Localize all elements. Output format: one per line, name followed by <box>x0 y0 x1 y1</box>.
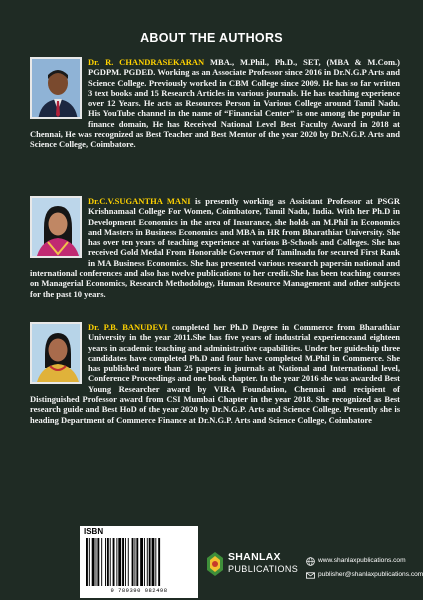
author-photo <box>30 57 82 119</box>
barcode-bar <box>97 538 99 586</box>
website-link[interactable]: www.shanlaxpublications.com <box>318 557 406 564</box>
barcode-bar <box>136 538 138 586</box>
author-photo <box>30 322 82 384</box>
publisher-sub: PUBLICATIONS <box>228 564 299 574</box>
barcode-bar <box>89 538 90 586</box>
isbn-label: ISBN <box>84 527 104 536</box>
barcode-bar <box>147 538 148 586</box>
barcode-bar <box>116 538 117 586</box>
barcode-bar <box>158 538 160 586</box>
barcode-bar <box>101 538 102 586</box>
author-photo <box>30 196 82 258</box>
barcode-bar <box>128 538 129 586</box>
author-card <box>30 322 400 425</box>
website-line <box>306 556 416 568</box>
author-card <box>30 196 400 299</box>
publisher-logo <box>206 550 301 582</box>
isbn-barcode-block <box>80 526 198 598</box>
barcode-bar <box>134 538 135 586</box>
author-bio: Dr. P.B. BANUDEVI completed her Ph.D Degree in Commerce from Bharathiar University in the year 2011.She has five years of industrial experienceand eighteen years in academic teaching and administrative capabilities. Under her guideship three candidates have completed Ph.D and four have completed M.Phil in Commerce. She has published more than 25 papers in journals at National and International level, Conference Proceedings and one book chapter. In the year 2016 she was awarded Best Young Researcher award by VIRA Foundation, Chennai and recipient of Distinguished Professor award from CSI Mumbai Chapter in the year 2018. She recognized as Best research guide and Best HoD of the year 2020 by Dr.N.G.P. Arts and Science College. Presently she is heading Department of Commerce Finance at Dr.N.G.P. Arts and Science College, Coimbatore <box>30 322 400 425</box>
barcode-bar <box>96 538 97 586</box>
author-bio: Dr.C.V.SUGANTHA MANI is presently working as Assistant Professor at PSGR Krishnamaal College For Women, Coimbatore, Tamil Nadu, India. With her Ph.D in Development Economics in the area of Insurance, she holds an M.Phil in Economics and Masters in Business Economics and MBA in HR from Bharathiar University. She has over ten years of teaching experience at various B-Schools and Colleges. She has received Gold Medal From Honorable Governor of Tamilnadu for secured First Rank in MA Business Economics. She has presented various research papersin national and international conferences and also has twelve publications to her credit.She has been teaching courses on Managerial Economics, Research Methodology, Human Resource Management and other subjects for the past 10 years. <box>30 196 401 299</box>
author-name: Dr.C.V.SUGANTHA MANI <box>88 196 191 206</box>
barcode-bar <box>110 538 111 586</box>
barcode-bar <box>105 538 106 586</box>
barcode-bar <box>125 538 126 586</box>
barcode-bar <box>122 538 124 586</box>
isbn-number: 9 789390 082498 <box>110 587 168 594</box>
barcode-bar <box>149 538 151 586</box>
author-card <box>30 57 400 150</box>
author-name: Dr. P.B. BANUDEVI <box>88 322 168 332</box>
barcode-bar <box>118 538 121 586</box>
barcode-bar <box>152 538 155 586</box>
barcode-bar <box>92 538 95 586</box>
author-bio: Dr. R. CHANDRASEKARAN MBA., M.Phil., Ph.D., SET, (MBA & M.Com.) PGDPM. PGDED. Working as an Associate Professor since 2016 in Dr.N.G.P Arts and Science College. Previously worked in CBM College since 2009. He has so far written 3 text books and 15 Research Articles in various journals. He has teaching experience over 12 Years. He acts as Resources Person in Various College around Tamil Nadu. His YouTube channel in the name of “Financial Center” is one among the popular in finance domain, He has Received National Level Best Faculty Award in 2018 at Chennai, He was recognized as Best Teacher and Best Mentor of the year 2020 by Dr.N.G.P. Arts and Science College, Coimbatore. <box>30 57 400 150</box>
barcode-graphic <box>84 538 194 586</box>
globe-icon <box>306 557 315 566</box>
author-name: Dr. R. CHANDRASEKARAN <box>88 57 205 67</box>
barcode-bar <box>113 538 115 586</box>
email-line <box>306 570 423 582</box>
barcode-bar <box>155 538 156 586</box>
barcode-bar <box>107 538 109 586</box>
barcode-bar <box>86 538 88 586</box>
barcode-bar <box>132 538 134 586</box>
barcode-bar <box>144 538 145 586</box>
publisher-emblem-icon <box>206 552 224 576</box>
publisher-name: SHANLAX <box>228 551 281 563</box>
page-title: ABOUT THE AUTHORS <box>140 31 283 45</box>
email-link[interactable]: publisher@shanlaxpublications.com <box>318 571 423 578</box>
barcode-bar <box>140 538 143 586</box>
mail-icon <box>306 571 315 580</box>
